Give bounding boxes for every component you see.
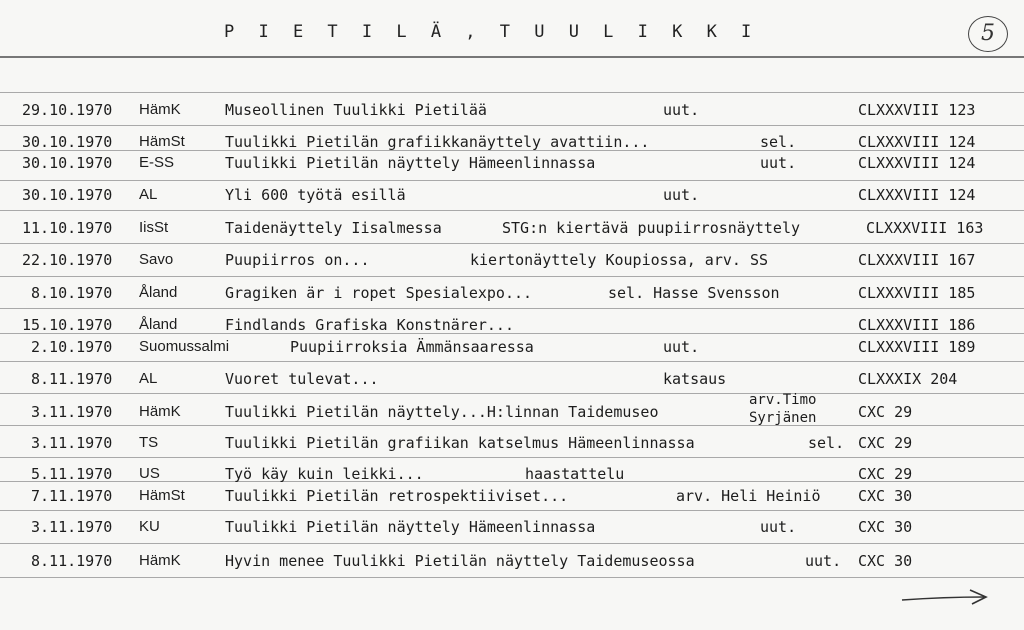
row-source: AL [139,186,158,203]
rule-line [0,308,1024,309]
row-type: arv.Timo [749,392,817,408]
row-type: haastattelu [525,465,625,483]
row-date: 29.10.1970 [22,101,113,119]
page-number-circle: 5 [968,16,1008,52]
row-date: 3.11.1970 [31,403,113,421]
row-ref: CLXXXVIII 124 [858,154,976,172]
row-ref: CLXXXVIII 123 [858,101,976,119]
row-type: sel. Hasse Svensson [608,284,780,302]
row-title: Vuoret tulevat... [225,370,379,388]
row-ref: CLXXXVIII 163 [866,219,984,237]
row-date: 5.11.1970 [31,465,113,483]
row-title: Museollinen Tuulikki Pietilää [225,101,487,119]
row-ref: CLXXXVIII 124 [858,133,976,151]
rule-line [0,577,1024,578]
row-date: 3.11.1970 [31,518,113,536]
rule-line [0,393,1024,394]
row-ref: CLXXXVIII 167 [858,251,976,269]
row-source: HämSt [139,487,185,504]
row-source: HämSt [139,133,185,150]
row-type: arv. Heli Heiniö [676,487,821,505]
rule-line [0,510,1024,511]
rule-line [0,180,1024,181]
row-type: sel. [808,434,845,452]
row-title: Puupiirroksia Ämmänsaaressa [290,338,534,356]
row-source: HämK [139,101,181,118]
row-type: uut. [663,338,700,356]
row-ref: CXC 30 [858,487,913,505]
row-date: 22.10.1970 [22,251,113,269]
row-title: Tuulikki Pietilän retrospektiiviset... [225,487,569,505]
row-date: 30.10.1970 [22,133,113,151]
row-type-line2: Syrjänen [749,410,817,426]
row-date: 15.10.1970 [22,316,113,334]
row-type: STG:n kiertävä puupiirrosnäyttely [502,219,801,237]
rule-line [0,125,1024,126]
row-date: 8.11.1970 [31,552,113,570]
row-date: 11.10.1970 [22,219,113,237]
row-title: Puupiirros on... [225,251,370,269]
row-title: Tuulikki Pietilän näyttely Hämeenlinnassa [225,154,596,172]
row-title: Findlands Grafiska Konstnärer... [225,316,514,334]
row-type: sel. [760,133,797,151]
row-date: 8.10.1970 [31,284,113,302]
row-source: HämK [139,552,181,569]
row-type: katsaus [663,370,727,388]
continue-arrow-icon [900,586,992,608]
row-title: Tuulikki Pietilän näyttely...H:linnan Taidemuseo [225,403,659,421]
row-source: Åland [139,284,178,301]
row-date: 7.11.1970 [31,487,113,505]
row-title: Yli 600 työtä esillä [225,186,406,204]
row-ref: CLXXXVIII 186 [858,316,976,334]
row-ref: CXC 30 [858,518,913,536]
rule-line [0,210,1024,211]
rule-line [0,276,1024,277]
row-type: uut. [663,101,700,119]
row-date: 8.11.1970 [31,370,113,388]
row-type: uut. [760,518,797,536]
row-title: Gragiken är i ropet Spesialexpo... [225,284,533,302]
row-title: Tuulikki Pietilän grafiikkanäyttely avattiin... [225,133,650,151]
rule-line [0,361,1024,362]
card-title: P I E T I L Ä , T U U L I K K I [224,22,759,42]
row-source: E-SS [139,154,175,171]
row-source: HämK [139,403,181,420]
row-ref: CXC 30 [858,552,913,570]
row-source: IisSt [139,219,169,236]
row-ref: CXC 29 [858,403,913,421]
row-ref: CLXXXIX 204 [858,370,958,388]
row-ref: CXC 29 [858,465,913,483]
row-title: Hyvin menee Tuulikki Pietilän näyttely Taidemuseossa [225,552,695,570]
row-date: 30.10.1970 [22,186,113,204]
row-title: Taidenäyttely Iisalmessa [225,219,442,237]
row-ref: CLXXXVIII 189 [858,338,976,356]
row-date: 2.10.1970 [31,338,113,356]
row-type: uut. [805,552,842,570]
row-title: Työ käy kuin leikki... [225,465,424,483]
row-source: Savo [139,251,174,268]
row-type: uut. [663,186,700,204]
row-ref: CLXXXVIII 124 [858,186,976,204]
row-type: uut. [760,154,797,172]
row-type: kiertonäyttely Koupiossa, arv. SS [470,251,769,269]
row-ref: CXC 29 [858,434,913,452]
row-ref: CLXXXVIII 185 [858,284,976,302]
header-rule [0,56,1024,58]
row-title: Tuulikki Pietilän näyttely Hämeenlinnassa [225,518,596,536]
rule-line [0,457,1024,458]
rule-line [0,543,1024,544]
rule-line [0,92,1024,93]
row-source: TS [139,434,159,451]
row-source: Suomussalmi [139,338,230,355]
row-title: Tuulikki Pietilän grafiikan katselmus Hämeenlinnassa [225,434,695,452]
row-source: US [139,465,160,482]
row-source: KU [139,518,160,535]
rule-line [0,243,1024,244]
row-date: 3.11.1970 [31,434,113,452]
row-source: Åland [139,316,178,333]
rule-line [0,425,1024,426]
row-source: AL [139,370,158,387]
row-date: 30.10.1970 [22,154,113,172]
